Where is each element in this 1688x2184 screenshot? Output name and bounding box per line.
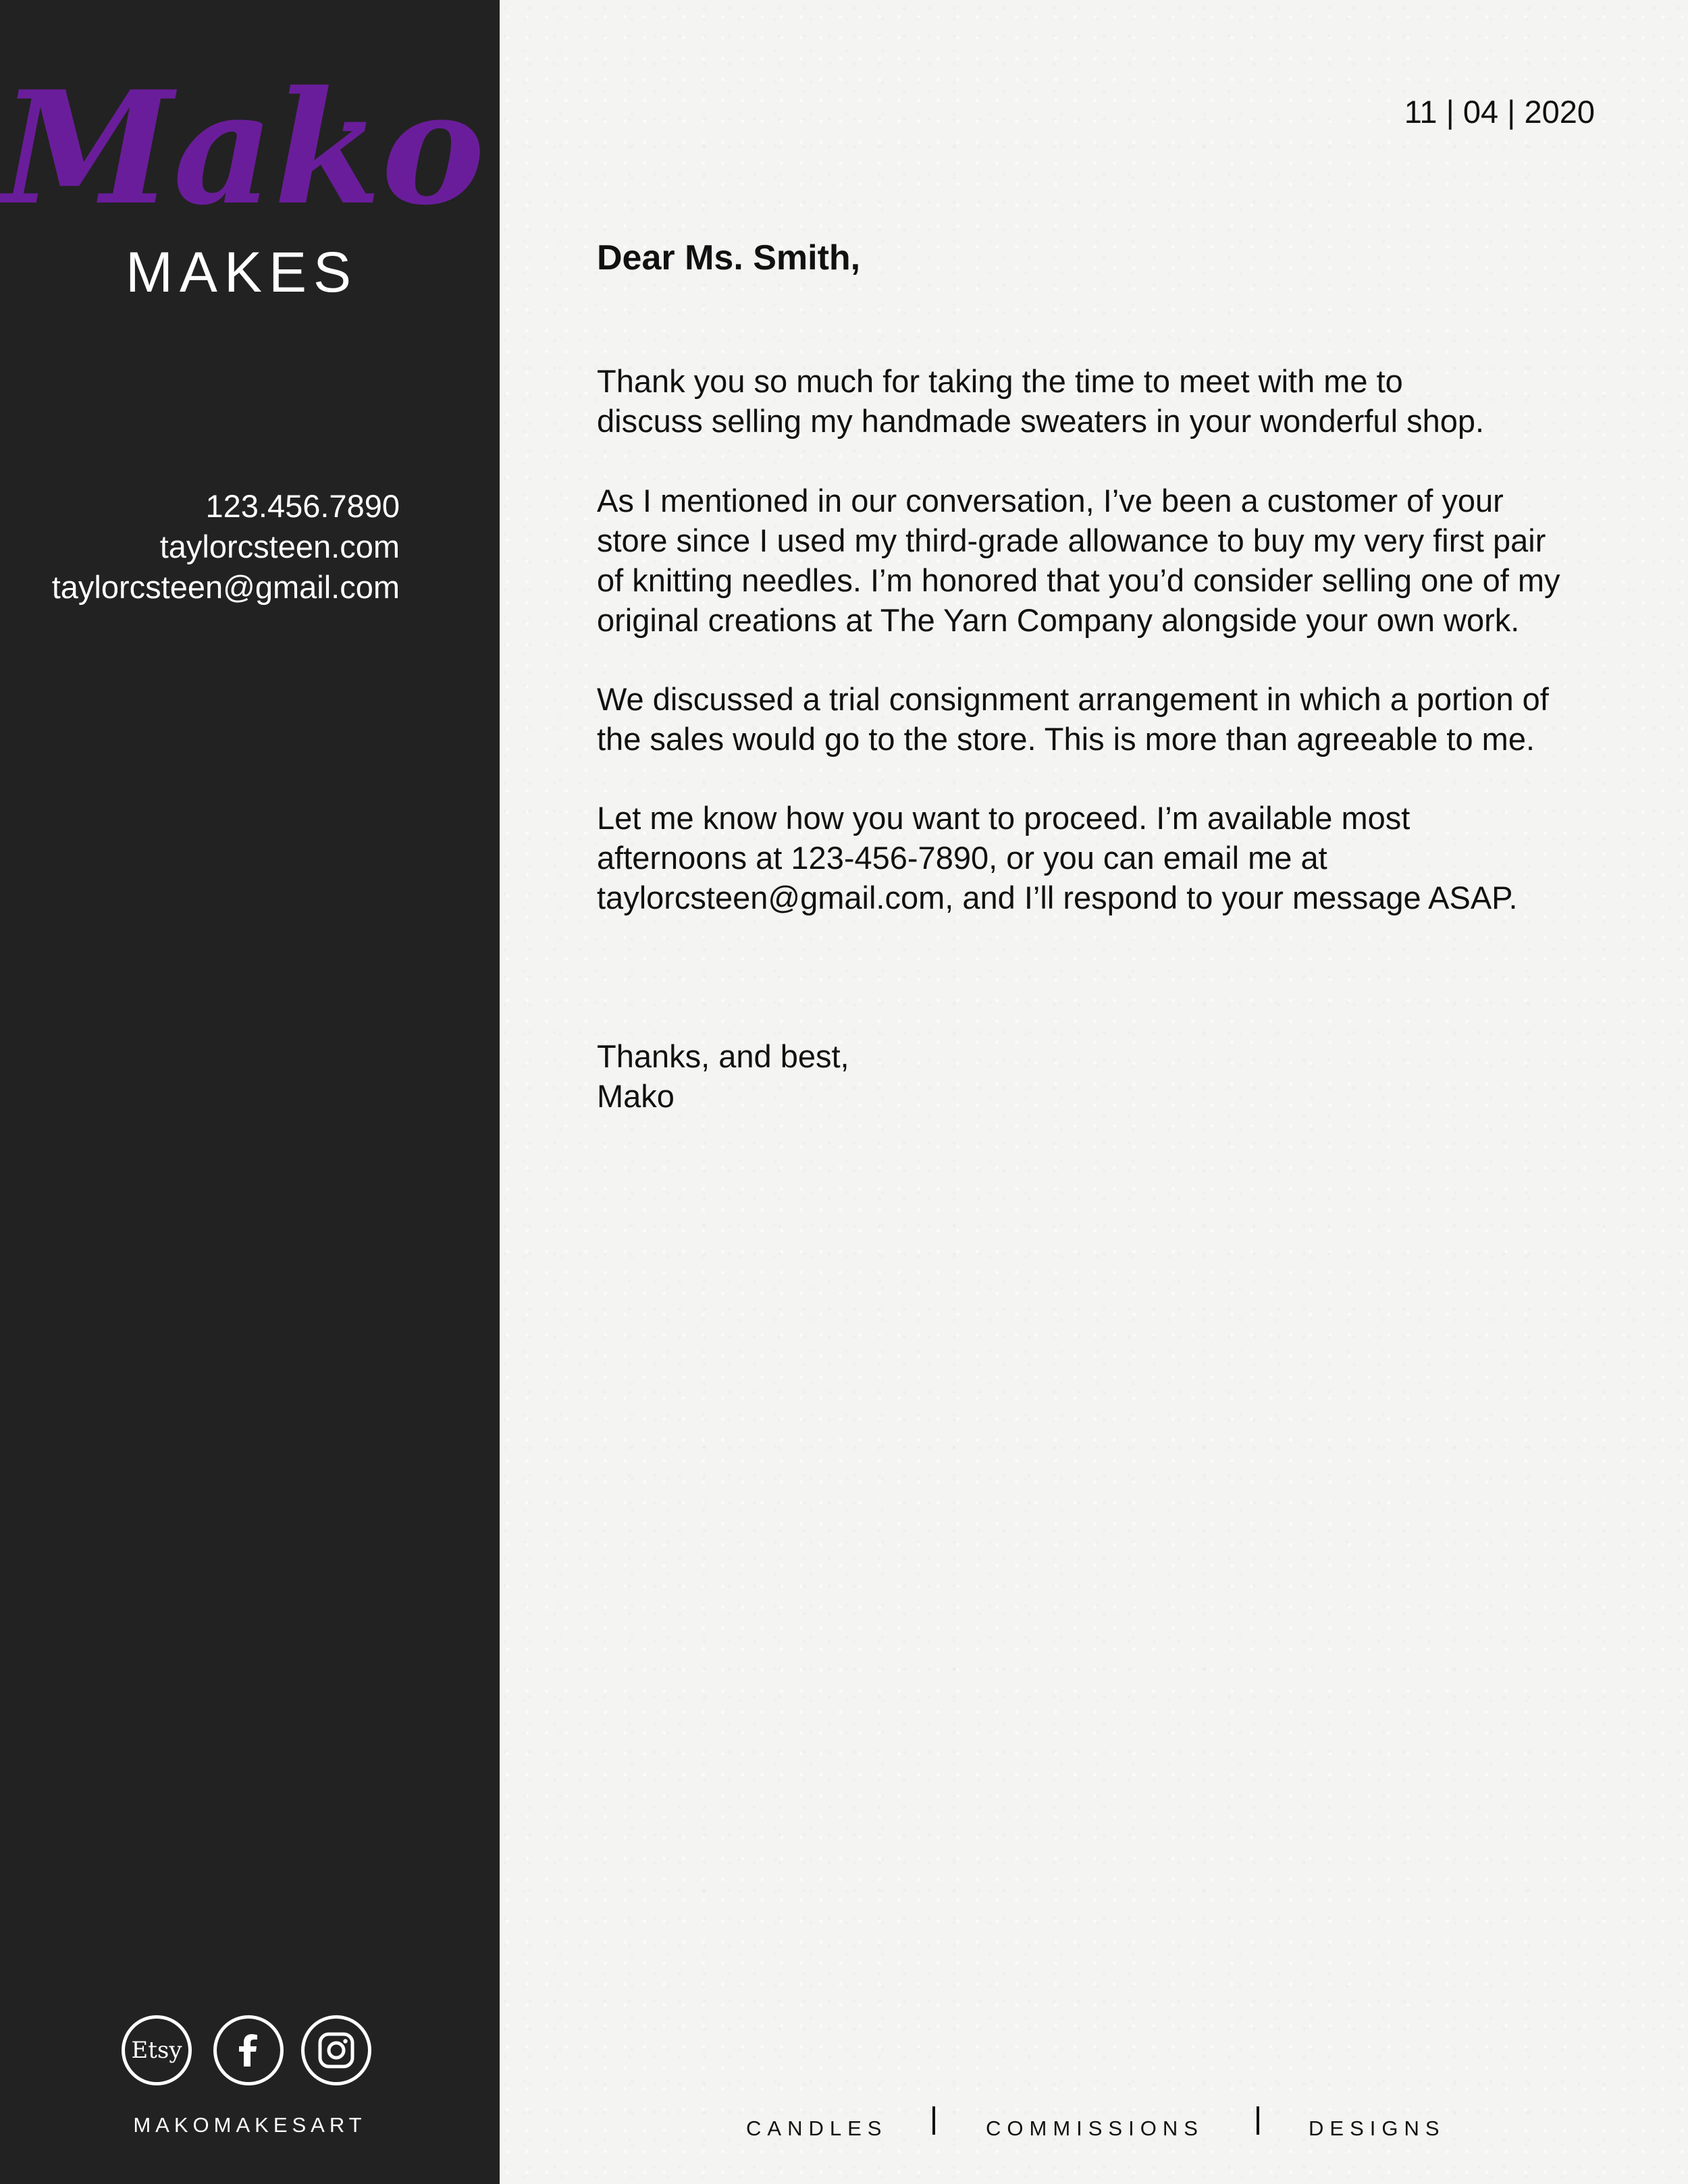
contact-email[interactable]: taylorcsteen@gmail.com (51, 569, 400, 605)
footer-nav (500, 2106, 1688, 2147)
brand-logo (0, 74, 500, 304)
footer-item-commissions[interactable]: COMMISSIONS (986, 2116, 1204, 2140)
social-handle[interactable]: MAKOMAKESART (133, 2113, 367, 2137)
letter-paragraph: We discussed a trial consignment arrangement in which a portion of the sales would go to the store. This is more than agreeable to me. (597, 681, 1549, 757)
letter-closing: Thanks, and best, Mako (597, 1038, 849, 1114)
letter-paragraph: Let me know how you want to proceed. I’m available most afternoons at 123-456-7890, or you can email me at taylorcsteen@gmail.com, and I’ll respond to your message ASAP. (597, 800, 1518, 915)
letter-paragraph: Thank you so much for taking the time to meet with me to discuss selling my handmade sweaters in your wonderful shop. (597, 363, 1485, 439)
footer-divider (1257, 2106, 1259, 2135)
brand-script-name: Mako (1, 74, 485, 240)
letter-salutation: Dear Ms. Smith, (597, 238, 861, 277)
footer-item-designs[interactable]: DESIGNS (1309, 2116, 1446, 2140)
social-icons (0, 2015, 500, 2096)
instagram-glyph (315, 2029, 357, 2071)
contact-phone: 123.456.7890 (205, 488, 400, 524)
footer-divider (932, 2106, 935, 2135)
contact-block (0, 486, 400, 608)
letter-paragraph: As I mentioned in our conversation, I’ve been a customer of your store since I used my third-grade allowance to buy my very first pair of knitting needles. I’m honored that you’d consider selling one of my original creations at The Yarn Company alongside your own work. (597, 483, 1560, 638)
footer-item-candles[interactable]: CANDLES (746, 2116, 888, 2140)
brand-subtitle: MAKES (125, 240, 359, 304)
facebook-glyph (228, 2030, 269, 2071)
facebook-icon[interactable] (213, 2015, 284, 2085)
instagram-icon[interactable] (301, 2015, 371, 2085)
contact-website[interactable]: taylorcsteen.com (159, 529, 400, 564)
letter-date: 11 | 04 | 2020 (1404, 94, 1595, 130)
etsy-icon-label: Etsy (131, 2037, 182, 2064)
sidebar (0, 0, 500, 2184)
etsy-icon[interactable] (122, 2015, 192, 2085)
